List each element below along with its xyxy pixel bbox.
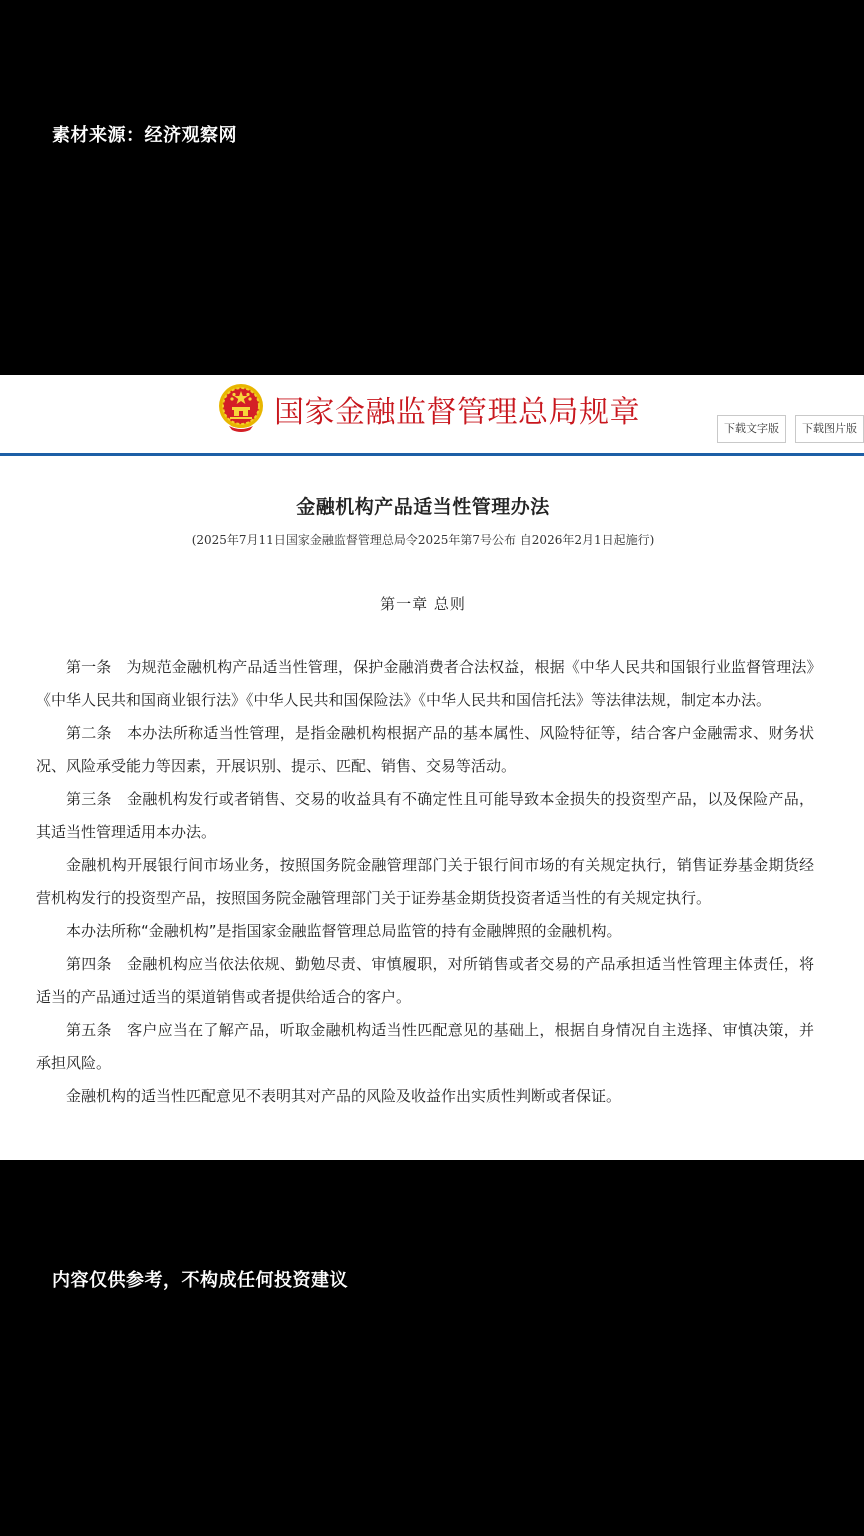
article-paragraph: 金融机构开展银行间市场业务，按照国务院金融管理部门关于银行间市场的有关规定执行，销售证券基金期货经营机构发行的投资型产品，按照国务院金融管理部门关于证券基金期货投资者适当性的有关规定执行。 (36, 856, 814, 907)
document-subtitle: (2025年7月11日国家金融监督管理总局令2025年第7号公布 自2026年2月1日起施行) (191, 533, 655, 547)
source-caption: 素材来源：经济观察网 (52, 125, 237, 146)
header-divider (0, 453, 864, 456)
article-paragraph: 第四条 金融机构应当依法依规、勤勉尽责、审慎履职，对所销售或者交易的产品承担适当性管理主体责任，将适当的产品通过适当的渠道销售或者提供给适合的客户。 (36, 955, 814, 1006)
article-paragraph: 第三条 金融机构发行或者销售、交易的收益具有不确定性且可能导致本金损失的投资型产品，以及保险产品，其适当性管理适用本办法。 (36, 790, 814, 841)
download-image-button[interactable]: 下载图片版 (795, 415, 864, 443)
disclaimer-caption: 内容仅供参考，不构成任何投资建议 (52, 1270, 348, 1291)
header-title: 国家金融监督管理总局规章 (274, 395, 640, 430)
article-paragraph: 第二条 本办法所称适当性管理，是指金融机构根据产品的基本属性、风险特征等，结合客户金融需求、财务状况、风险承受能力等因素，开展识别、提示、匹配、销售、交易等活动。 (36, 724, 814, 775)
doc-header (0, 375, 864, 455)
article-paragraph: 第一条 为规范金融机构产品适当性管理，保护金融消费者合法权益，根据《中华人民共和国银行业监督管理法》《中华人民共和国商业银行法》《中华人民共和国保险法》《中华人民共和国信托法》等法律法规，制定本办法。 (36, 658, 814, 709)
article-paragraph: 本办法所称“金融机构”是指国家金融监督管理总局监管的持有金融牌照的金融机构。 (66, 922, 622, 940)
national-emblem-icon (217, 382, 265, 432)
chapter-heading: 第一章 总则 (380, 595, 466, 613)
document-screenshot (0, 375, 864, 1160)
article-paragraph: 金融机构的适当性匹配意见不表明其对产品的风险及收益作出实质性判断或者保证。 (66, 1087, 622, 1105)
document-title: 金融机构产品适当性管理办法 (296, 496, 550, 518)
document-body (36, 651, 814, 1113)
download-text-button[interactable]: 下载文字版 (717, 415, 786, 443)
article-paragraph: 第五条 客户应当在了解产品，听取金融机构适当性匹配意见的基础上，根据自身情况自主选择、审慎决策，并承担风险。 (36, 1021, 814, 1072)
